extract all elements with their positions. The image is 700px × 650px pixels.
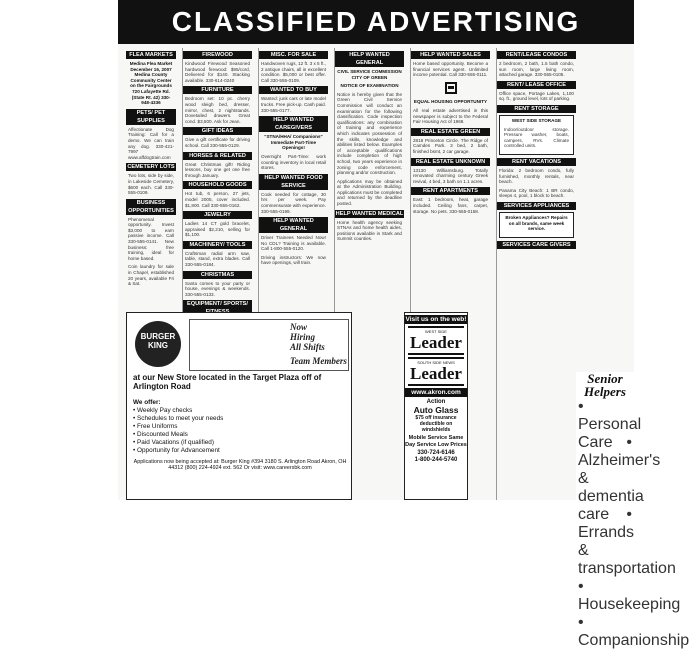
storage-ad	[499, 115, 574, 155]
burger-king-logo: BURGER KING	[135, 321, 181, 367]
section-heading: RENT STORAGE	[497, 105, 576, 113]
listing-text: 13130 Williamsburg. Totally renovated charming century Greek revival, 4 bed, 3 bath on 1.1 acres.	[413, 167, 488, 184]
store-location: at our New Store located in the Target Plaza off of Arlington Road	[133, 373, 322, 391]
section-heading: BUSINESS OPPORTUNITIES	[126, 199, 176, 215]
burger-king-ad	[126, 312, 352, 500]
now-hiring-box	[189, 319, 349, 371]
hiring-line: Team Members	[290, 356, 347, 366]
visit-web-line: Visit us on the web!	[405, 316, 467, 323]
leader-title: Leader	[410, 333, 462, 352]
offer-item: • Opportunity for Advancement	[133, 447, 220, 454]
section-heading: RENT APARTMENTS	[411, 187, 490, 195]
listing-text: Great Christmas gift! Riding lessons, buy one get one free through January.	[185, 161, 250, 178]
senior-helpers-logo: Senior Helpers	[584, 371, 626, 399]
listing-text: Bedroom set: 10 pc. cherry wood sleigh bed, dresser, mirror, chest, 2 nightstands. Dovetailed drawers. Great cond. $3,500. Ask for Jean.	[185, 96, 250, 124]
listing-text: Home health agency seeking STNAs and home health aides, positions available in Stark and Summit counties.	[337, 219, 402, 242]
listing-text: Phenomenal opportunity. Invest $3,000 to earn passive income. Call 330-555-0141. New business: free training, ideal for home based.	[128, 216, 174, 261]
listing-text: Driver Trainees Needed Now! No CDL? Training is available. Call 1-800-555-0120.	[261, 235, 326, 252]
auto-glass-title: Auto Glass	[413, 405, 459, 415]
offer-item: • Free Uniforms	[133, 423, 178, 430]
section-heading: EQUIPMENT/ SPORTS/	[183, 300, 252, 316]
listing-text: EQUAL HOUSING OPPORTUNITY	[413, 99, 488, 105]
phone-number: 330-724-6146	[417, 450, 455, 456]
listing-text: Kindwood Firewood Seasoned hardwood firewood: $95/cord, Delivered for $140. Stacking available. 330-614-0240	[185, 61, 250, 83]
page-title: CLASSIFIED ADVERTISING	[118, 0, 634, 44]
offer-item: • Schedules to meet your needs	[133, 415, 224, 422]
offer-item: • Discounted Meals	[133, 431, 188, 438]
section-heading: HORSES & RELATED	[183, 152, 252, 160]
column-6	[496, 48, 576, 500]
equal-housing-logo	[411, 82, 490, 96]
section-heading: RENT/LEASE CONDOS	[497, 51, 576, 59]
listing-text: Hot tub, 6 person, 27 jets, model 2005, cover included. $1,800. Call 330-555-0162.	[185, 191, 250, 208]
offer-item: • Weekly Pay checks	[133, 407, 193, 414]
listing-text: Office space, Portage Lakes, 1,100 sq. ft., ground level, lots of parking.	[499, 90, 574, 102]
hiring-line: Hiring	[290, 332, 316, 342]
listing-text: Handwoven rugs, 12 ft. 3 x 5 ft., 2 antique chairs, all in excellent condition. $5,000 or best offer. Call 330-555-0109.	[261, 61, 326, 83]
section-heading: HELP WANTED GENERAL	[259, 217, 328, 233]
newspaper-page	[118, 0, 690, 649]
section-heading: WANTED TO BUY	[259, 86, 328, 94]
west-side-leader-logo	[408, 326, 464, 355]
leader-title: Leader	[410, 364, 462, 383]
section-heading: JEWELRY	[183, 211, 252, 219]
section-heading: RENT VACATIONS	[497, 158, 576, 166]
offer-title: We offer:	[133, 399, 161, 406]
action-label: Action	[426, 399, 446, 405]
listing-text: East: 1 bedroom, heat, garage included. Ceiling fans, carpet, storage. No pets. 330-555-0158.	[413, 197, 488, 214]
listing-text: Wanted: junk cars or late model trucks. Free pick-up. Cash paid. 330-555-0177.	[261, 96, 326, 113]
listing-text: Medina Flea Market December 16, 2007 Medina County Community Center on the Fairgrounds 720 Lafayette Rd. (State Rt. 42) 330-948-4336	[129, 61, 173, 106]
section-heading: FURNITURE	[183, 86, 252, 94]
section-heading: SERVICES CARE GIVERS	[497, 241, 576, 249]
section-heading: CEMETERY LOTS	[127, 164, 175, 171]
section-heading: HELP WANTED CAREGIVERS	[259, 116, 328, 132]
hiring-line: All Shifts	[290, 342, 325, 352]
listing-text: NOTICE OF EXAMINATION	[340, 83, 399, 89]
section-heading: FLEA MARKETS	[126, 51, 176, 59]
listing-text: Overnight Part-Time: work counting inventory in local retail stores.	[261, 153, 326, 171]
section-heading: HOUSEHOLD GOODS	[183, 181, 252, 189]
mobile-service: Mobile Service Same Day Service Low Prices	[405, 435, 467, 448]
section-heading: HELP WANTED FOOD SERVICE	[259, 174, 328, 190]
listing-text: CIVIL SERVICE COMMISSION CITY OF GREEN	[337, 69, 402, 80]
deductible-offer: $75 off insurance deductible on windshields	[415, 415, 457, 433]
section-heading: GIFT IDEAS	[183, 127, 252, 135]
hiring-line: Now	[290, 322, 308, 332]
house-icon	[445, 82, 457, 94]
section-heading: PETS/ PET SUPPLIES	[126, 109, 176, 125]
section-heading: MISC. FOR SALE	[259, 51, 328, 59]
section-heading: MACHINERY/ TOOLS	[183, 241, 252, 249]
application-info: Applications now being accepted at: Burger King #394 3180 S. Arlington Road Akron, OH 44312 (800) 224-4924 ext. 562 Or visit: www.careersbk.com	[133, 459, 347, 472]
listing-text: Give a gift certificate for driving school. Call 330-555-0129.	[185, 137, 250, 148]
phone-number: 1-800-244-5740	[414, 457, 458, 463]
listing-text: Applications may be obtained at the Administration Building. Applications must be completed and returned by the deadline posted.	[337, 178, 402, 207]
listing-text: Home based opportunity. Become a financial services agent. Unlimited income potential. Call 330-555-0111.	[413, 61, 488, 78]
leader-subtitle: SOUTH SIDE NEWS	[417, 360, 455, 365]
listing-text: • Personal Care • Alzheimer's & dementia care • Errands & transportation • Housekeeping • Companionship	[578, 398, 690, 649]
listing-text: All real estate advertised in this newspaper is subject to the Federal Fair Housing Act of 1968.	[413, 107, 488, 125]
section-heading: FIREWOOD	[183, 51, 252, 59]
listing-text: WEST SIDE STORAGE	[511, 117, 562, 123]
listing-text: Ladies 14 CT gold bracelet, appraised $2,210, selling for $1,100.	[185, 221, 250, 238]
website-link[interactable]: www.akron.com	[405, 388, 467, 397]
offer-list	[133, 399, 347, 455]
senior-helpers-ad	[576, 371, 690, 649]
section-heading: HELP WANTED SALES	[411, 51, 490, 59]
listing-text: Craftsman radial arm saw, table, stand, extra blades. Call 330-555-0184.	[185, 250, 250, 268]
section-heading: HELP WANTED GENERAL	[335, 51, 404, 67]
listing-text: 2 bedroom, 2 bath, 1.5 bath condo, sun room, large living room, attached garage. 330-555-0105.	[499, 61, 574, 78]
section-heading: CHRISTMAS	[183, 271, 252, 279]
section-heading: RENT/ LEASE OFFICE	[497, 81, 576, 89]
south-side-leader-logo	[408, 357, 464, 386]
section-heading: SERVICES APPLIANCES	[497, 202, 576, 210]
section-heading: REAL ESTATE GREEN	[411, 128, 490, 136]
listing-text: "STNA/HHA/ Companions" Immediate Part-Time Openings!	[264, 134, 323, 151]
section-heading: HELP WANTED MEDICAL	[335, 210, 404, 217]
listing-text: Notice is hereby given that the Green Civil Service Commission will conduct an examination for the following classification. Code inspection qualifications: any combination of training and experience which indicates possession of the skills, knowledge and abilities listed below. Examples of acceptable qualifications include completion of high school, two years experience in zoning code enforcement, planning and/or construction.	[337, 91, 402, 176]
listing-text: Santa comes to your party or house, evenings & weekends. 330-555-0133.	[185, 280, 250, 297]
listing-text: Driving instructors: We now have openings, will train.	[261, 254, 326, 266]
listing-text: Coin laundry for sale in Chapel, established 20 years, available Fri & Sat.	[128, 264, 174, 287]
listing-text: Cook needed for cottage, 30 hrs per week. Pay commensurate with experience. 330-555-0199.	[261, 191, 326, 214]
leader-auto-glass-ad	[404, 312, 468, 500]
leader-subtitle: WEST SIDE	[425, 329, 447, 334]
listing-text: Affectionate Dog Training: Call for a demo. We can train any dog. 330-421-7997 www.affdogtrain.com	[128, 126, 174, 160]
listing-text: Indoor/outdoor storage. Pressure washer, boats, campers, RVs. Climate controlled units.	[504, 126, 569, 149]
appliance-ad	[499, 212, 574, 238]
listing-text: 2818 Princeton Circle. The Ridge of Camden Park. 3 bed, 2 bath, finished bsmt, 2 car garage.	[413, 137, 488, 154]
offer-item: • Paid Vacations (if qualified)	[133, 439, 214, 446]
listing-text: Broken Appliances? Repairs on all brands, same week service.	[505, 214, 568, 232]
listing-text: Panama City Beach: 1 BR condo, sleeps 4, pool, 1 block to beach.	[499, 187, 574, 199]
listing-text: Florida: 2 bedroom condo, fully furnished, monthly rentals, near beach.	[499, 167, 574, 185]
listing-text: Two lots, side by side, in Lakeside Cemetery, $600 each. Call 330-555-0109.	[128, 173, 174, 196]
section-heading: REAL ESTATE UNKNOWN	[411, 158, 490, 166]
